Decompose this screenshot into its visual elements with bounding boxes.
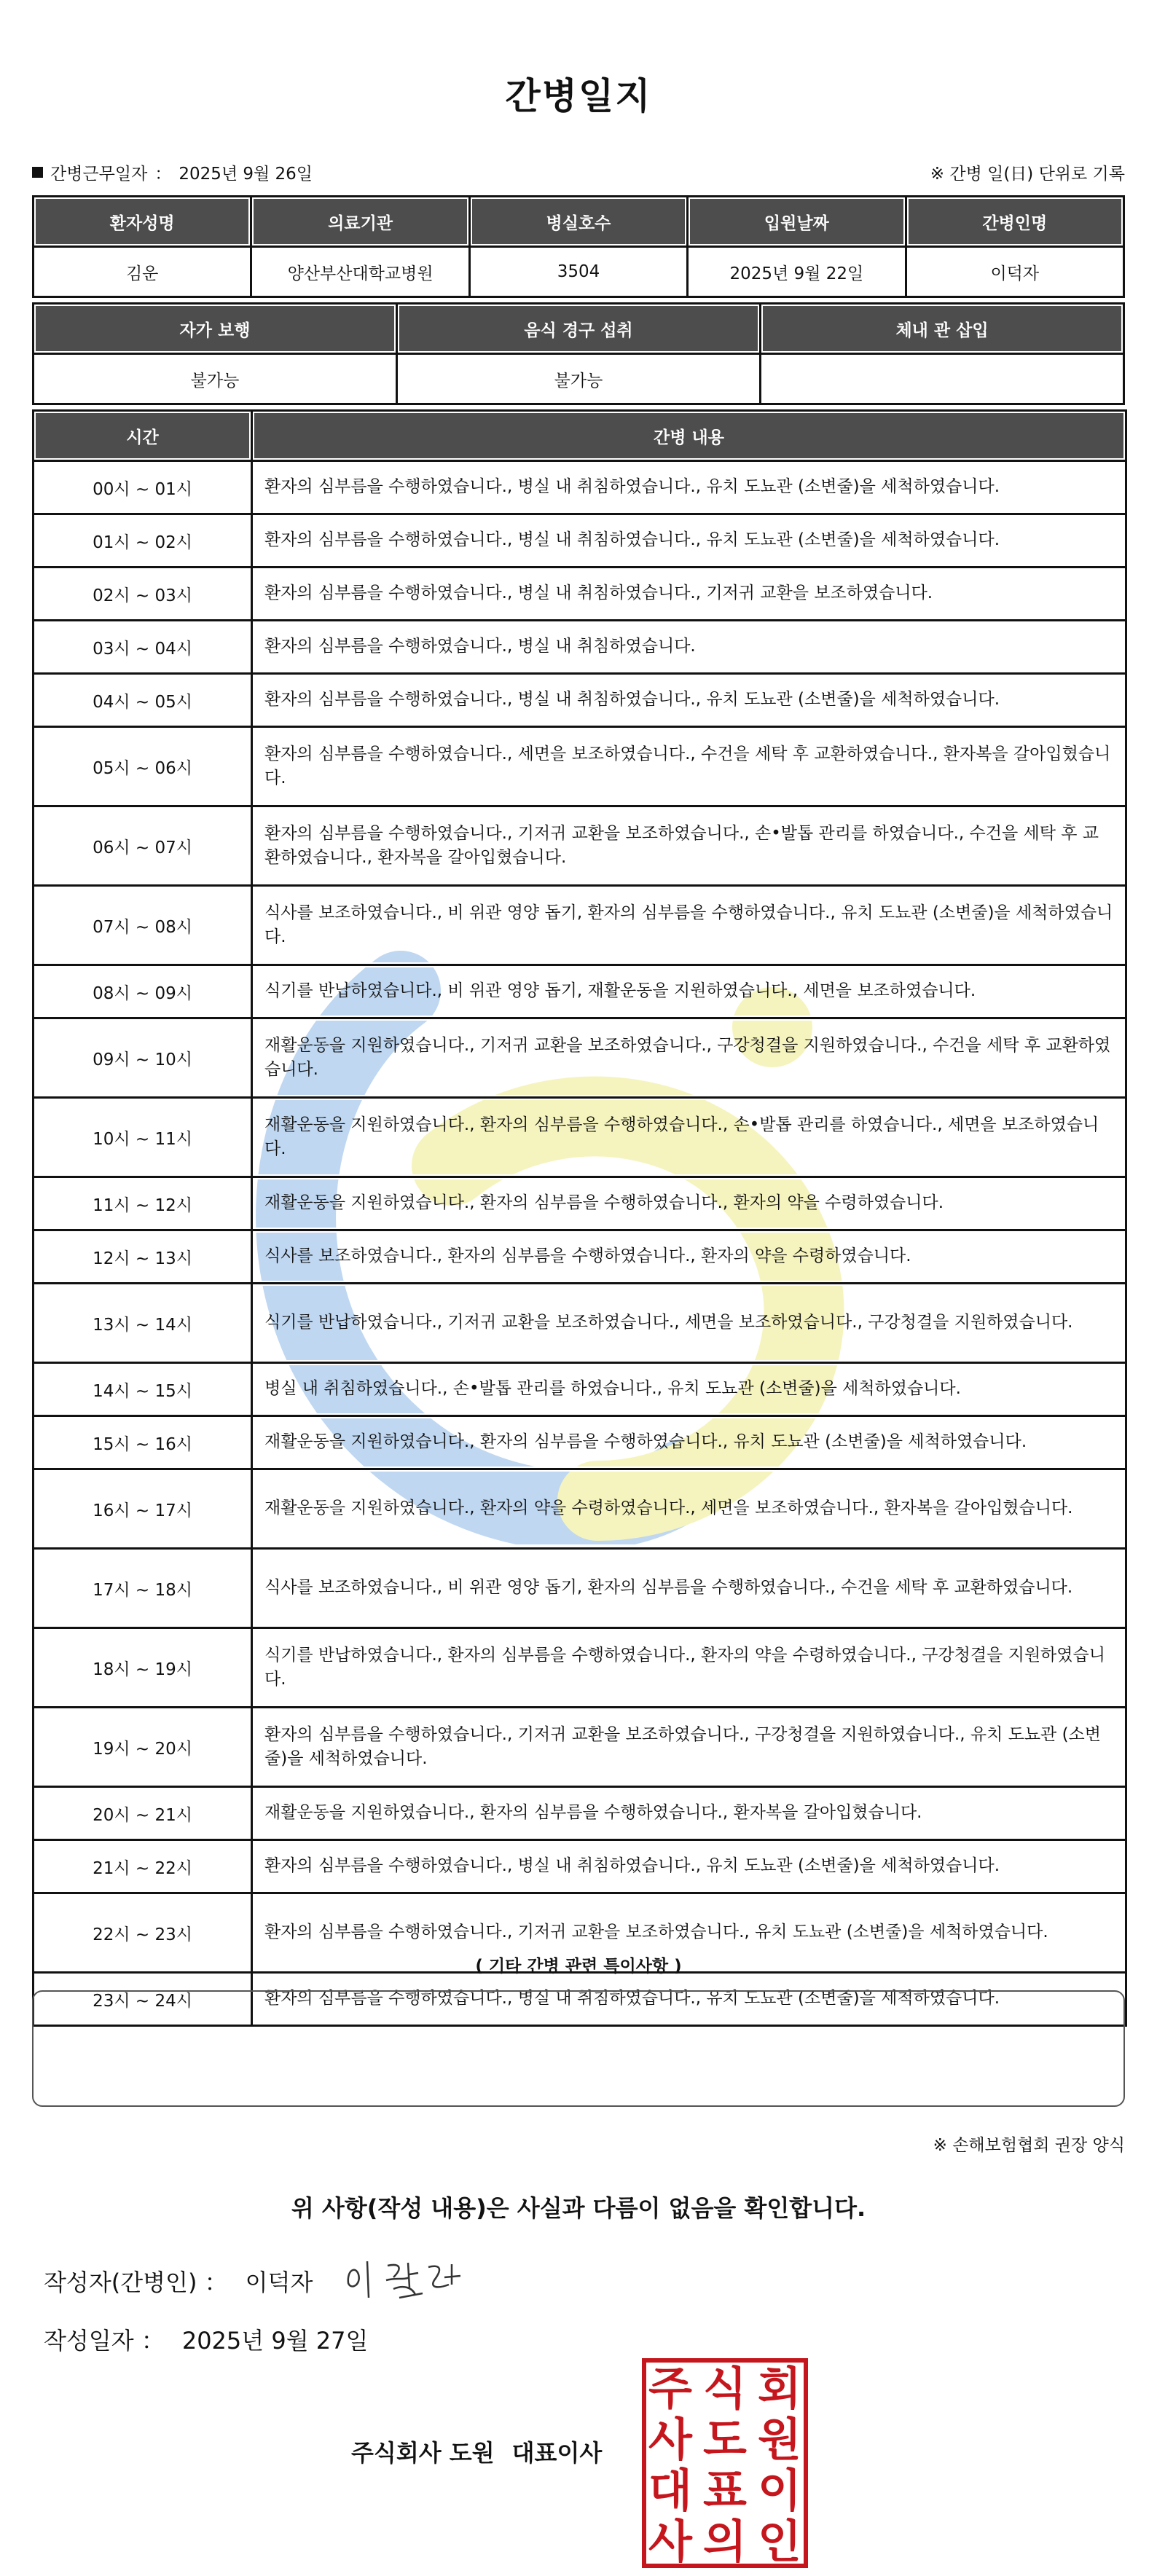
page-title: 간병일지 — [505, 75, 652, 117]
patient-name: 김운 — [34, 247, 251, 297]
table-row — [34, 727, 1126, 806]
log-content: 환자의 심부름을 수행하였습니다., 기저귀 교환을 보조하였습니다., 유치 도뇨관 (소변줄)을 세척하였습니다. — [252, 1893, 1126, 1973]
seal-glyph: 주 — [648, 2362, 692, 2415]
header-hospital: 의료기관 — [251, 197, 469, 247]
log-content: 재활운동을 지원하였습니다., 기저귀 교환을 보조하였습니다., 구강청결을 지원하였습니다., 수건을 세탁 후 교환하였습니다. — [252, 1018, 1126, 1098]
work-date-value: 2025년 9월 26일 — [179, 164, 313, 184]
caregiver-name: 이덕자 — [906, 247, 1123, 297]
meta-row — [32, 159, 1125, 185]
seal-glyph: 도 — [703, 2413, 747, 2466]
header-time: 시간 — [34, 411, 252, 461]
table-row — [34, 1177, 1126, 1230]
table-row — [34, 514, 1126, 568]
table-header-row — [34, 197, 1124, 247]
table-row — [34, 1840, 1126, 1893]
log-time: 01시 ~ 02시 — [34, 514, 252, 568]
seal-glyph: 식 — [703, 2362, 747, 2415]
log-content: 환자의 심부름을 수행하였습니다., 세면을 보조하였습니다., 수건을 세탁 후 교환하였습니다., 환자복을 갈아입혔습니다. — [252, 727, 1126, 806]
special-notes-title: ( 기타 간병 관련 특이사항 ) — [475, 1957, 682, 1976]
log-time: 05시 ~ 06시 — [34, 727, 252, 806]
table-row — [34, 1098, 1126, 1177]
seal-glyph: 사 — [648, 2515, 692, 2568]
table-row — [34, 674, 1126, 727]
header-oral-intake: 음식 경구 섭취 — [397, 304, 761, 354]
table-row — [34, 1628, 1126, 1708]
log-content: 환자의 심부름을 수행하였습니다., 병실 내 취침하였습니다., 기저귀 교환을 보조하였습니다. — [252, 568, 1126, 621]
company-name: 주식회사 도원 — [351, 2439, 495, 2467]
seal-glyph: 대 — [648, 2464, 692, 2517]
admission-date: 2025년 9월 22일 — [688, 247, 906, 297]
table-row — [34, 247, 1124, 297]
log-content: 식기를 반납하였습니다., 환자의 심부름을 수행하였습니다., 환자의 약을 수령하였습니다., 구강청결을 지원하였습니다. — [252, 1628, 1126, 1708]
table-row — [34, 1363, 1126, 1416]
log-time: 14시 ~ 15시 — [34, 1363, 252, 1416]
care-log-table — [32, 409, 1127, 2027]
written-date-value: 2025년 9월 27일 — [181, 2327, 369, 2355]
square-bullet-icon — [32, 167, 43, 178]
table-row — [34, 1230, 1126, 1284]
insurance-note: ※ 손해보험협회 권장 양식 — [933, 2136, 1125, 2155]
log-content: 환자의 심부름을 수행하였습니다., 기저귀 교환을 보조하였습니다., 손•발톱 관리를 하였습니다., 수건을 세탁 후 교환하였습니다., 환자복을 갈아입혔습니다. — [252, 806, 1126, 886]
log-time: 11시 ~ 12시 — [34, 1177, 252, 1230]
log-content: 환자의 심부름을 수행하였습니다., 병실 내 취침하였습니다. — [252, 621, 1126, 674]
log-time: 21시 ~ 22시 — [34, 1840, 252, 1893]
table-row — [34, 1416, 1126, 1469]
log-time: 04시 ~ 05시 — [34, 674, 252, 727]
log-content: 식기를 반납하였습니다., 비 위관 영양 돕기, 재활운동을 지원하였습니다., 세면을 보조하였습니다. — [252, 965, 1126, 1018]
tube-insertion-value — [761, 354, 1124, 404]
unit-note: ※ 간병 일(日) 단위로 기록 — [930, 164, 1125, 184]
header-caregiver: 간병인명 — [906, 197, 1123, 247]
handwritten-signature — [342, 2255, 474, 2306]
table-row — [34, 461, 1126, 514]
writer-name: 이덕자 — [245, 2269, 313, 2296]
log-content: 환자의 심부름을 수행하였습니다., 기저귀 교환을 보조하였습니다., 구강청결을 지원하였습니다., 유치 도뇨관 (소변줄)을 세척하였습니다. — [252, 1708, 1126, 1787]
log-content: 식기를 반납하였습니다., 기저귀 교환을 보조하였습니다., 세면을 보조하였습니다., 구강청결을 지원하였습니다. — [252, 1284, 1126, 1363]
header-admission-date: 입원날짜 — [688, 197, 906, 247]
log-time: 22시 ~ 23시 — [34, 1893, 252, 1973]
writer-label: 작성자(간병인) ： — [44, 2269, 228, 2296]
header-tube-insertion: 체내 관 삽입 — [761, 304, 1124, 354]
table-header-row — [34, 411, 1126, 461]
special-notes-box — [32, 1990, 1125, 2107]
log-content: 재활운동을 지원하였습니다., 환자의 약을 수령하였습니다., 세면을 보조하였습니다., 환자복을 갈아입혔습니다. — [252, 1469, 1126, 1549]
care-log-body — [34, 461, 1126, 2026]
log-content: 환자의 심부름을 수행하였습니다., 병실 내 취침하였습니다., 유치 도뇨관 (소변줄)을 세척하였습니다. — [252, 461, 1126, 514]
table-row — [34, 1469, 1126, 1549]
log-time: 06시 ~ 07시 — [34, 806, 252, 886]
log-time: 17시 ~ 18시 — [34, 1549, 252, 1628]
patient-status-table — [32, 302, 1125, 405]
company-role: 대표이사 — [511, 2439, 603, 2467]
log-content: 병실 내 취침하였습니다., 손•발톱 관리를 하였습니다., 유치 도뇨관 (소변줄)을 세척하였습니다. — [252, 1363, 1126, 1416]
log-time: 10시 ~ 11시 — [34, 1098, 252, 1177]
log-time: 16시 ~ 17시 — [34, 1469, 252, 1549]
written-date-label: 작성일자 ： — [44, 2327, 165, 2355]
log-time: 02시 ~ 03시 — [34, 568, 252, 621]
log-content: 재활운동을 지원하였습니다., 환자의 심부름을 수행하였습니다., 손•발톱 관리를 하였습니다., 세면을 보조하였습니다. — [252, 1098, 1126, 1177]
table-row — [34, 886, 1126, 965]
header-care-content: 간병 내용 — [252, 411, 1126, 461]
seal-glyph: 회 — [758, 2362, 801, 2415]
header-walking: 자가 보행 — [34, 304, 397, 354]
oral-intake-value: 불가능 — [397, 354, 761, 404]
log-time: 09시 ~ 10시 — [34, 1018, 252, 1098]
log-time: 07시 ~ 08시 — [34, 886, 252, 965]
log-time: 19시 ~ 20시 — [34, 1708, 252, 1787]
log-time: 12시 ~ 13시 — [34, 1230, 252, 1284]
log-time: 08시 ~ 09시 — [34, 965, 252, 1018]
log-content: 환자의 심부름을 수행하였습니다., 병실 내 취침하였습니다., 유치 도뇨관 (소변줄)을 세척하였습니다. — [252, 674, 1126, 727]
log-content: 식사를 보조하였습니다., 비 위관 영양 돕기, 환자의 심부름을 수행하였습니다., 유치 도뇨관 (소변줄)을 세척하였습니다. — [252, 886, 1126, 965]
walking-value: 불가능 — [34, 354, 397, 404]
table-row — [34, 1018, 1126, 1098]
patient-info-table — [32, 195, 1125, 298]
table-row — [34, 1549, 1126, 1628]
log-content: 환자의 심부름을 수행하였습니다., 병실 내 취침하였습니다., 유치 도뇨관 (소변줄)을 세척하였습니다. — [252, 1840, 1126, 1893]
log-content: 재활운동을 지원하였습니다., 환자의 심부름을 수행하였습니다., 환자의 약을 수령하였습니다. — [252, 1177, 1126, 1230]
company-seal-stamp — [641, 2357, 809, 2569]
log-content: 재활운동을 지원하였습니다., 환자의 심부름을 수행하였습니다., 환자복을 갈아입혔습니다. — [252, 1787, 1126, 1840]
log-content: 재활운동을 지원하였습니다., 환자의 심부름을 수행하였습니다., 유치 도뇨관 (소변줄)을 세척하였습니다. — [252, 1416, 1126, 1469]
log-time: 15시 ~ 16시 — [34, 1416, 252, 1469]
log-content: 환자의 심부름을 수행하였습니다., 병실 내 취침하였습니다., 유치 도뇨관 (소변줄)을 세척하였습니다. — [252, 514, 1126, 568]
work-date-colon: ： — [154, 164, 172, 184]
seal-glyph: 의 — [703, 2515, 747, 2568]
work-date — [32, 160, 313, 184]
company-signature — [351, 2435, 602, 2468]
log-time: 18시 ~ 19시 — [34, 1628, 252, 1708]
table-row — [34, 621, 1126, 674]
hospital-name: 양산부산대학교병원 — [251, 247, 469, 297]
log-time: 13시 ~ 14시 — [34, 1284, 252, 1363]
log-time: 00시 ~ 01시 — [34, 461, 252, 514]
room-number: 3504 — [469, 247, 687, 297]
log-content: 식사를 보조하였습니다., 환자의 심부름을 수행하였습니다., 환자의 약을 수령하였습니다. — [252, 1230, 1126, 1284]
work-date-label: 간병근무일자 — [50, 164, 148, 184]
log-content: 환자의 심부름을 수행하였습니다., 병실 내 취침하였습니다., 유치 도뇨관 (소변줄)을 세척하였습니다. — [252, 1973, 1126, 2026]
header-room: 병실호수 — [469, 197, 687, 247]
table-row — [34, 568, 1126, 621]
log-time: 03시 ~ 04시 — [34, 621, 252, 674]
table-row — [34, 1284, 1126, 1363]
seal-glyph: 사 — [648, 2413, 692, 2466]
table-row — [34, 1787, 1126, 1840]
written-date-row — [44, 2322, 368, 2356]
log-time: 23시 ~ 24시 — [34, 1973, 252, 2026]
table-row — [34, 1708, 1126, 1787]
seal-glyph: 표 — [703, 2464, 747, 2517]
seal-glyph: 이 — [758, 2464, 801, 2517]
seal-glyph: 원 — [758, 2413, 801, 2466]
header-patient-name: 환자성명 — [34, 197, 251, 247]
seal-glyph: 인 — [758, 2515, 801, 2568]
table-row — [34, 354, 1124, 404]
writer-row — [44, 2264, 313, 2298]
table-row — [34, 965, 1126, 1018]
log-content: 식사를 보조하였습니다., 비 위관 영양 돕기, 환자의 심부름을 수행하였습니다., 수건을 세탁 후 교환하였습니다. — [252, 1549, 1126, 1628]
confirmation-statement: 위 사항(작성 내용)은 사실과 다름이 없음을 확인합니다. — [291, 2194, 866, 2222]
table-header-row — [34, 304, 1124, 354]
log-time: 20시 ~ 21시 — [34, 1787, 252, 1840]
table-row — [34, 806, 1126, 886]
